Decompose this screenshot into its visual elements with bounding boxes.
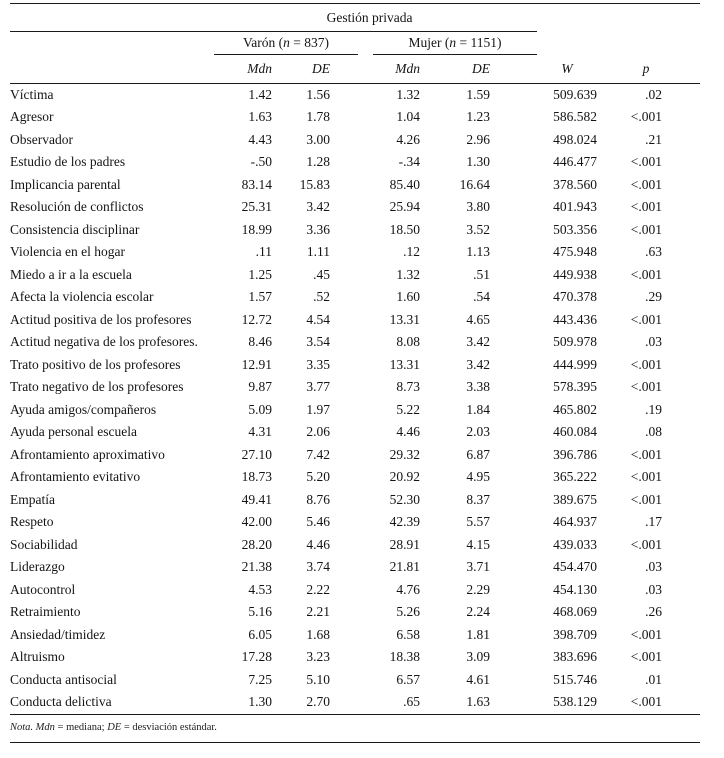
de-mujer-cell: 3.52 — [466, 221, 491, 237]
group-mujer-post: = 1151) — [456, 35, 502, 50]
de-mujer-cell: 1.30 — [466, 154, 491, 170]
de-varon-cell: 4.54 — [306, 311, 330, 327]
w-statistic-cell: 464.937 — [553, 514, 598, 530]
w-statistic-cell: 365.222 — [553, 469, 598, 485]
w-statistic-cell: 538.129 — [537, 691, 630, 714]
mdn-mujer-cell: 42.39 — [389, 514, 420, 530]
mdn-mujer-cell: 1.32 — [396, 86, 420, 102]
de-varon-cell: 2.70 — [282, 691, 360, 714]
table-row — [10, 196, 700, 219]
group-header-varon — [202, 32, 360, 56]
note-part: DE — [107, 721, 122, 733]
group-varon-label — [243, 35, 329, 50]
row-label: Resolución de conflictos — [10, 199, 144, 215]
table-row — [10, 151, 700, 174]
mdn-varon-cell: 1.57 — [248, 289, 272, 305]
w-statistic-cell: 460.084 — [553, 424, 598, 440]
row-label: Consistencia disciplinar — [10, 221, 140, 237]
de-mujer-cell: 5.57 — [466, 514, 491, 530]
w-statistic-cell: 465.802 — [553, 401, 598, 417]
de-varon-cell: 5.46 — [306, 514, 330, 530]
table-row — [10, 264, 700, 287]
de-mujer-cell: 1.23 — [466, 109, 491, 125]
spanner-empty-cell — [537, 4, 700, 32]
w-statistic-cell: 498.024 — [553, 131, 598, 147]
p-value-cell: <.001 — [630, 626, 663, 642]
de-varon-cell: 1.28 — [306, 154, 330, 170]
p-value-cell: <.001 — [630, 176, 663, 192]
de-mujer-cell: 2.96 — [466, 131, 491, 147]
table-row — [10, 511, 700, 534]
p-value-cell: <.001 — [630, 691, 700, 714]
mdn-varon-cell: .11 — [255, 244, 272, 260]
row-label: Conducta delictiva — [10, 691, 202, 714]
mdn-varon-cell: 21.38 — [241, 559, 272, 575]
table-row — [10, 624, 700, 647]
p-value-cell: <.001 — [630, 469, 663, 485]
mdn-varon-cell: 1.42 — [248, 86, 272, 102]
table-row — [10, 129, 700, 152]
de-mujer-cell: 4.95 — [466, 469, 491, 485]
mdn-mujer-cell: .12 — [403, 244, 420, 260]
p-value-cell: <.001 — [630, 536, 663, 552]
de-varon-cell: 5.20 — [306, 469, 330, 485]
de-mujer-cell: 2.29 — [466, 581, 491, 597]
row-label: Observador — [10, 131, 73, 147]
w-statistic-cell: 578.395 — [553, 379, 598, 395]
table-row — [10, 83, 700, 106]
p-value-cell: <.001 — [630, 154, 663, 170]
de-varon-cell: 1.56 — [306, 86, 330, 102]
row-label: Violencia en el hogar — [10, 244, 126, 260]
row-label: Actitud negativa de los profesores. — [10, 334, 198, 350]
note-part: = mediana; — [54, 721, 108, 733]
de-varon-cell: 3.42 — [306, 199, 330, 215]
group-header-mujer — [360, 32, 537, 56]
p-value-cell: <.001 — [630, 446, 663, 462]
table-row — [10, 601, 700, 624]
note-part: Nota. — [10, 721, 36, 733]
mdn-varon-cell: 49.41 — [241, 491, 272, 507]
mdn-mujer-cell: 5.26 — [396, 604, 420, 620]
row-label: Estudio de los padres — [10, 154, 126, 170]
de-varon-cell: 3.23 — [306, 649, 330, 665]
mdn-varon-cell: 8.46 — [248, 334, 272, 350]
mdn-mujer-cell: 8.73 — [396, 379, 420, 395]
de-mujer-cell: 4.15 — [466, 536, 491, 552]
mdn-varon-cell: 5.09 — [248, 401, 272, 417]
mdn-varon-cell: 18.73 — [241, 469, 272, 485]
mdn-mujer-cell: 29.32 — [389, 446, 420, 462]
row-label: Empatía — [10, 491, 55, 507]
de-varon-cell: 2.21 — [306, 604, 330, 620]
p-value-cell: .19 — [645, 401, 663, 417]
mdn-mujer-cell: 21.81 — [389, 559, 420, 575]
de-mujer-cell: 1.81 — [466, 626, 491, 642]
mdn-varon-cell: 12.91 — [241, 356, 272, 372]
spanner-label: Gestión privada — [326, 10, 413, 25]
de-varon-cell: 3.77 — [306, 379, 330, 395]
de-varon-cell: 2.06 — [306, 424, 330, 440]
w-statistic-cell: 444.999 — [553, 356, 598, 372]
table-row — [10, 376, 700, 399]
row-label: Liderazgo — [10, 559, 65, 575]
group-mujer-pre: Mujer ( — [408, 35, 450, 50]
row-label: Miedo a ir a la escuela — [10, 266, 132, 282]
group-mujer-underline — [373, 35, 537, 55]
row-label: Implicancia parental — [10, 176, 121, 192]
table-row — [10, 646, 700, 669]
mdn-varon-cell: 5.16 — [248, 604, 272, 620]
table-row — [10, 534, 700, 557]
de-mujer-cell: 3.80 — [466, 199, 491, 215]
spanner-cell — [10, 4, 537, 32]
mdn-varon-cell: 7.25 — [248, 671, 272, 687]
table-row — [10, 556, 700, 579]
de-varon-cell: .52 — [313, 289, 330, 305]
de-varon-cell: 5.10 — [306, 671, 330, 687]
mdn-mujer-cell: 4.26 — [396, 131, 420, 147]
mdn-varon-cell: 6.05 — [248, 626, 272, 642]
w-statistic-cell: 439.033 — [553, 536, 598, 552]
w-statistic-cell: 449.938 — [553, 266, 598, 282]
mdn-varon-cell: 17.28 — [241, 649, 272, 665]
mdn-mujer-cell: 6.58 — [396, 626, 420, 642]
w-statistic-cell: 389.675 — [553, 491, 598, 507]
mdn-varon-cell: 42.00 — [241, 514, 272, 530]
w-statistic-cell: 475.948 — [553, 244, 598, 260]
column-header-row — [10, 55, 700, 83]
mdn-varon-header: Mdn — [202, 55, 282, 83]
de-varon-cell: 1.68 — [306, 626, 330, 642]
p-value-cell: <.001 — [630, 221, 663, 237]
de-varon-cell: 4.46 — [306, 536, 330, 552]
de-mujer-cell: 1.63 — [450, 691, 537, 714]
row-label: Altruismo — [10, 649, 65, 665]
mdn-varon-cell: 18.99 — [241, 221, 272, 237]
table-row — [10, 691, 700, 714]
mdn-varon-cell: 4.53 — [248, 581, 272, 597]
mdn-varon-cell: 1.30 — [202, 691, 282, 714]
de-mujer-cell: 4.65 — [466, 311, 491, 327]
de-varon-cell: 3.54 — [306, 334, 330, 350]
w-statistic-cell: 443.436 — [553, 311, 598, 327]
table-body — [10, 83, 700, 714]
stats-table — [10, 3, 700, 715]
table-row — [10, 489, 700, 512]
p-value-cell: .08 — [645, 424, 663, 440]
mdn-mujer-cell: 18.50 — [389, 221, 420, 237]
p-value-cell: .03 — [645, 581, 663, 597]
de-mujer-cell: 3.38 — [466, 379, 491, 395]
de-varon-header: DE — [282, 55, 360, 83]
table-row — [10, 309, 700, 332]
row-label: Trato positivo de los profesores — [10, 356, 181, 372]
mdn-varon-cell: 25.31 — [241, 199, 272, 215]
row-label: Sociabilidad — [10, 536, 78, 552]
mdn-mujer-cell: 20.92 — [389, 469, 420, 485]
mdn-mujer-cell: 28.91 — [389, 536, 420, 552]
w-statistic-cell: 401.943 — [553, 199, 598, 215]
row-label: Trato negativo de los profesores — [10, 379, 184, 395]
note-part: = desviación estándar. — [121, 721, 217, 733]
mdn-mujer-cell: 18.38 — [389, 649, 420, 665]
mdn-varon-cell: 28.20 — [241, 536, 272, 552]
row-label: Autocontrol — [10, 581, 76, 597]
group-varon-n: n — [283, 35, 290, 50]
de-mujer-cell: 3.42 — [466, 334, 491, 350]
mdn-mujer-cell: 1.60 — [396, 289, 420, 305]
p-value-cell: .17 — [645, 514, 663, 530]
row-label: Respeto — [10, 514, 54, 530]
w-statistic-cell: 515.746 — [553, 671, 598, 687]
p-value-cell: .63 — [645, 244, 663, 260]
de-mujer-cell: 1.13 — [466, 244, 491, 260]
de-varon-cell: 3.35 — [306, 356, 330, 372]
de-mujer-cell: 3.09 — [466, 649, 491, 665]
p-value-cell: <.001 — [630, 356, 663, 372]
p-value-cell: .03 — [645, 559, 663, 575]
row-label: Ayuda amigos/compañeros — [10, 401, 157, 417]
de-mujer-cell: 3.42 — [466, 356, 491, 372]
p-value-cell: .02 — [645, 86, 663, 102]
mdn-varon-cell: 1.63 — [248, 109, 272, 125]
table-row — [10, 331, 700, 354]
mdn-mujer-cell: 1.32 — [396, 266, 420, 282]
p-value-header: p — [630, 55, 700, 83]
de-varon-cell: 8.76 — [306, 491, 330, 507]
de-mujer-cell: .51 — [473, 266, 491, 282]
w-statistic-cell: 398.709 — [553, 626, 598, 642]
group-mujer-n: n — [449, 35, 457, 50]
row-label: Afecta la violencia escolar — [10, 289, 154, 305]
w-statistic-cell: 396.786 — [553, 446, 598, 462]
w-statistic-cell: 468.069 — [553, 604, 598, 620]
de-mujer-cell: 2.03 — [466, 424, 491, 440]
w-statistic-cell: 509.978 — [553, 334, 598, 350]
w-statistic-cell: 378.560 — [553, 176, 598, 192]
p-value-cell: .01 — [645, 671, 663, 687]
p-value-cell: <.001 — [630, 311, 663, 327]
row-label: Conducta antisocial — [10, 671, 117, 687]
p-value-cell: <.001 — [630, 266, 663, 282]
mdn-mujer-cell: 52.30 — [389, 491, 420, 507]
w-statistic-cell: 586.582 — [553, 109, 598, 125]
mdn-mujer-cell: 13.31 — [389, 311, 420, 327]
de-mujer-cell: .54 — [473, 289, 491, 305]
p-value-cell: <.001 — [630, 109, 663, 125]
w-statistic-cell: 446.477 — [553, 154, 598, 170]
mdn-varon-cell: 9.87 — [248, 379, 272, 395]
w-statistic-cell: 470.378 — [553, 289, 598, 305]
de-varon-cell: 1.11 — [306, 244, 330, 260]
mdn-varon-cell: 4.43 — [248, 131, 272, 147]
de-varon-cell: 3.00 — [306, 131, 330, 147]
table-row — [10, 421, 700, 444]
de-varon-cell: 3.36 — [306, 221, 330, 237]
row-label: Afrontamiento evitativo — [10, 469, 141, 485]
group-empty-right-cell — [537, 32, 700, 56]
table-row — [10, 579, 700, 602]
de-varon-cell: .45 — [313, 266, 330, 282]
de-mujer-cell: 1.59 — [466, 86, 491, 102]
group-header-row — [10, 32, 700, 56]
mdn-mujer-cell: 13.31 — [389, 356, 420, 372]
de-varon-cell: 1.97 — [306, 401, 330, 417]
table-row — [10, 669, 700, 692]
row-label: Ansiedad/timidez — [10, 626, 106, 642]
p-value-cell: <.001 — [630, 199, 663, 215]
p-value-cell: .26 — [645, 604, 663, 620]
row-label: Ayuda personal escuela — [10, 424, 137, 440]
group-varon-pre: Varón ( — [243, 35, 284, 50]
w-statistic-cell: 503.356 — [553, 221, 598, 237]
mdn-mujer-cell: 8.08 — [396, 334, 420, 350]
mdn-mujer-cell: 1.04 — [396, 109, 420, 125]
group-empty-cell — [10, 32, 202, 56]
table-row — [10, 466, 700, 489]
de-varon-cell: 3.74 — [306, 559, 330, 575]
de-mujer-cell: 4.61 — [466, 671, 491, 687]
mdn-varon-cell: 27.10 — [241, 446, 272, 462]
p-value-cell: <.001 — [630, 491, 663, 507]
label-column-header — [10, 55, 202, 83]
spanner-row — [10, 4, 700, 32]
mdn-mujer-cell: 5.22 — [396, 401, 420, 417]
p-value-cell: .03 — [645, 334, 663, 350]
de-mujer-cell: 3.71 — [466, 559, 491, 575]
de-mujer-cell: 16.64 — [459, 176, 491, 192]
mdn-varon-cell: 12.72 — [241, 311, 272, 327]
row-label: Víctima — [10, 86, 54, 102]
w-statistic-header: W — [537, 55, 630, 83]
de-mujer-cell: 1.84 — [466, 401, 491, 417]
bottom-rule — [10, 742, 700, 743]
de-varon-cell: 1.78 — [306, 109, 330, 125]
mdn-varon-cell: -.50 — [250, 154, 272, 170]
mdn-mujer-header: Mdn — [360, 55, 450, 83]
table-row — [10, 399, 700, 422]
mdn-mujer-cell: 6.57 — [396, 671, 420, 687]
mdn-mujer-cell: 85.40 — [389, 176, 420, 192]
p-value-cell: .29 — [645, 289, 663, 305]
p-value-cell: .21 — [645, 131, 663, 147]
row-label: Actitud positiva de los profesores — [10, 311, 192, 327]
de-varon-cell: 15.83 — [299, 176, 330, 192]
de-varon-cell: 2.22 — [306, 581, 330, 597]
table-row — [10, 241, 700, 264]
row-label: Afrontamiento aproximativo — [10, 446, 165, 462]
mdn-varon-cell: 83.14 — [241, 176, 272, 192]
p-value-cell: <.001 — [630, 649, 663, 665]
de-varon-cell: 7.42 — [306, 446, 330, 462]
de-mujer-cell: 8.37 — [466, 491, 491, 507]
table-row — [10, 354, 700, 377]
group-varon-underline — [214, 35, 358, 55]
mdn-mujer-cell: .65 — [360, 691, 450, 714]
table-row — [10, 219, 700, 242]
mdn-varon-cell: 4.31 — [248, 424, 272, 440]
w-statistic-cell: 509.639 — [553, 86, 598, 102]
w-statistic-cell: 454.470 — [553, 559, 598, 575]
mdn-mujer-cell: 25.94 — [389, 199, 420, 215]
w-statistic-cell: 454.130 — [553, 581, 598, 597]
table-row — [10, 174, 700, 197]
table-row — [10, 444, 700, 467]
table-row — [10, 106, 700, 129]
table-note — [10, 722, 700, 733]
w-statistic-cell: 383.696 — [553, 649, 598, 665]
mdn-mujer-cell: -.34 — [398, 154, 420, 170]
group-varon-post: = 837) — [289, 35, 329, 50]
row-label: Agresor — [10, 109, 54, 125]
de-mujer-cell: 6.87 — [466, 446, 491, 462]
group-mujer-label — [409, 35, 502, 50]
p-value-cell: <.001 — [630, 379, 663, 395]
mdn-mujer-cell: 4.76 — [396, 581, 420, 597]
mdn-varon-cell: 1.25 — [248, 266, 272, 282]
row-label: Retraimiento — [10, 604, 81, 620]
de-mujer-header: DE — [450, 55, 537, 83]
de-mujer-cell: 2.24 — [466, 604, 491, 620]
table-row — [10, 286, 700, 309]
mdn-mujer-cell: 4.46 — [396, 424, 420, 440]
note-part: Mdn — [35, 721, 55, 733]
